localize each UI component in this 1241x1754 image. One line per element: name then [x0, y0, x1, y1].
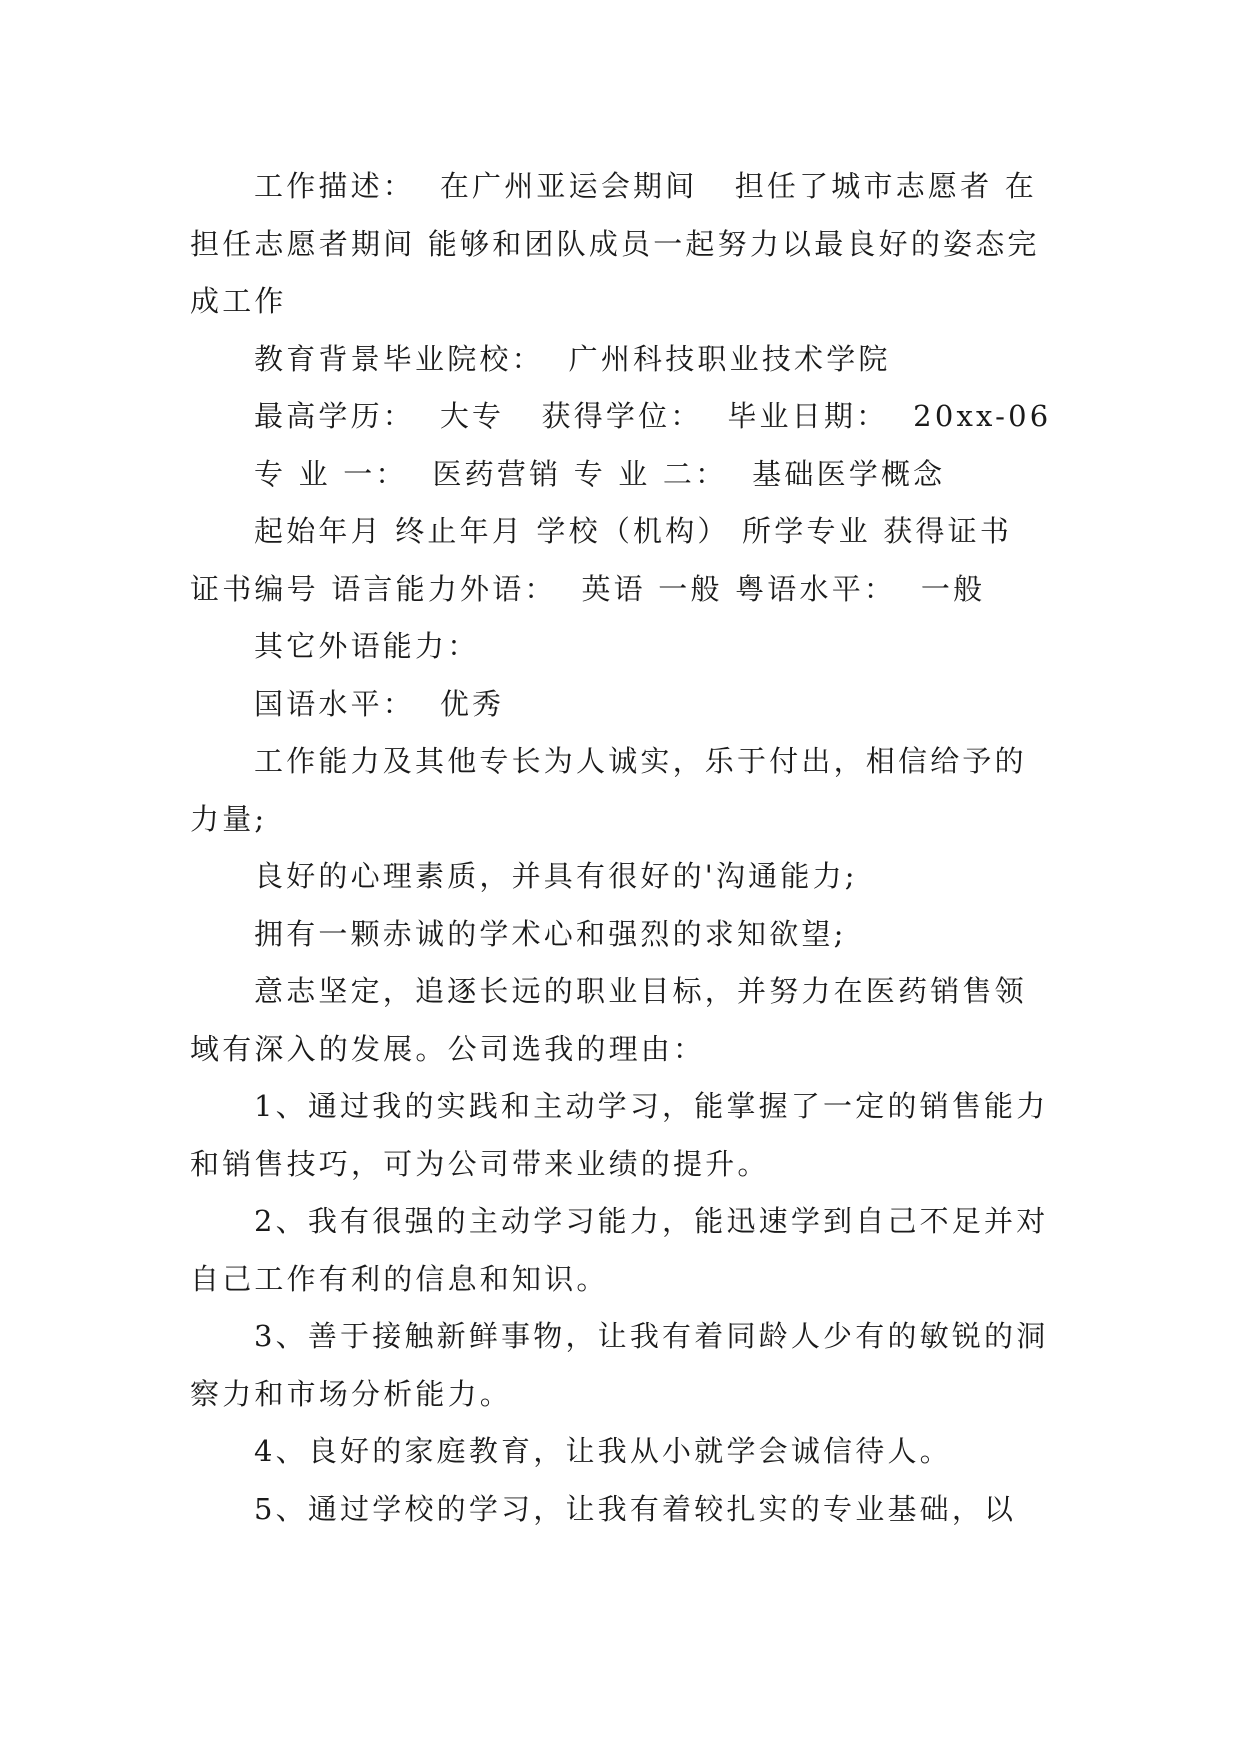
- list-item-reason-2: 2、我有很强的主动学习能力，能迅速学到自己不足并对自己工作有利的信息和知识。: [190, 1204, 1049, 1296]
- paragraph-other-languages: 其它外语能力：: [254, 629, 480, 663]
- paragraph-career-goal: 意志坚定，追逐长远的职业目标，并努力在医药销售领域有深入的发展。公司选我的理由：: [190, 974, 1027, 1066]
- paragraph-mandarin-level: 国语水平： 优秀: [254, 686, 505, 721]
- list-item-reason-5: 5、通过学校的学习，让我有着较扎实的专业基础，以: [254, 1491, 1017, 1526]
- paragraph-psychology: 良好的心理素质，并具有很好的'沟通能力;: [254, 859, 858, 893]
- paragraph-language-ability: 起始年月 终止年月 学校（机构） 所学专业 获得证书 证书编号 语言能力外语： 英语 一般 粤语水平： 一般: [190, 514, 1025, 606]
- paragraph-work-ability: 工作能力及其他专长为人诚实，乐于付出，相信给予的力量;: [190, 744, 1027, 836]
- document-body: [190, 158, 1052, 1538]
- paragraph-majors: 专 业 一： 医药营销 专 业 二： 基础医学概念: [254, 456, 946, 491]
- paragraph-education-school: 教育背景毕业院校： 广州科技职业技术学院: [254, 341, 891, 376]
- paragraph-degree: 最高学历： 大专 获得学位： 毕业日期： 20xx-06: [254, 399, 1052, 433]
- list-item-reason-1: 1、通过我的实践和主动学习，能掌握了一定的销售能力和销售技巧，可为公司带来业绩的提升。: [190, 1089, 1049, 1181]
- list-item-reason-3: 3、善于接触新鲜事物，让我有着同龄人少有的敏锐的洞察力和市场分析能力。: [190, 1319, 1049, 1411]
- list-item-reason-4: 4、良好的家庭教育，让我从小就学会诚信待人。: [254, 1434, 952, 1468]
- paragraph-work-description: 工作描述： 在广州亚运会期间 担任了城市志愿者 在担任志愿者期间 能够和团队成员一起努力以最良好的姿态完成工作: [190, 169, 1040, 318]
- paragraph-academic: 拥有一颗赤诚的学术心和强烈的求知欲望;: [254, 916, 847, 951]
